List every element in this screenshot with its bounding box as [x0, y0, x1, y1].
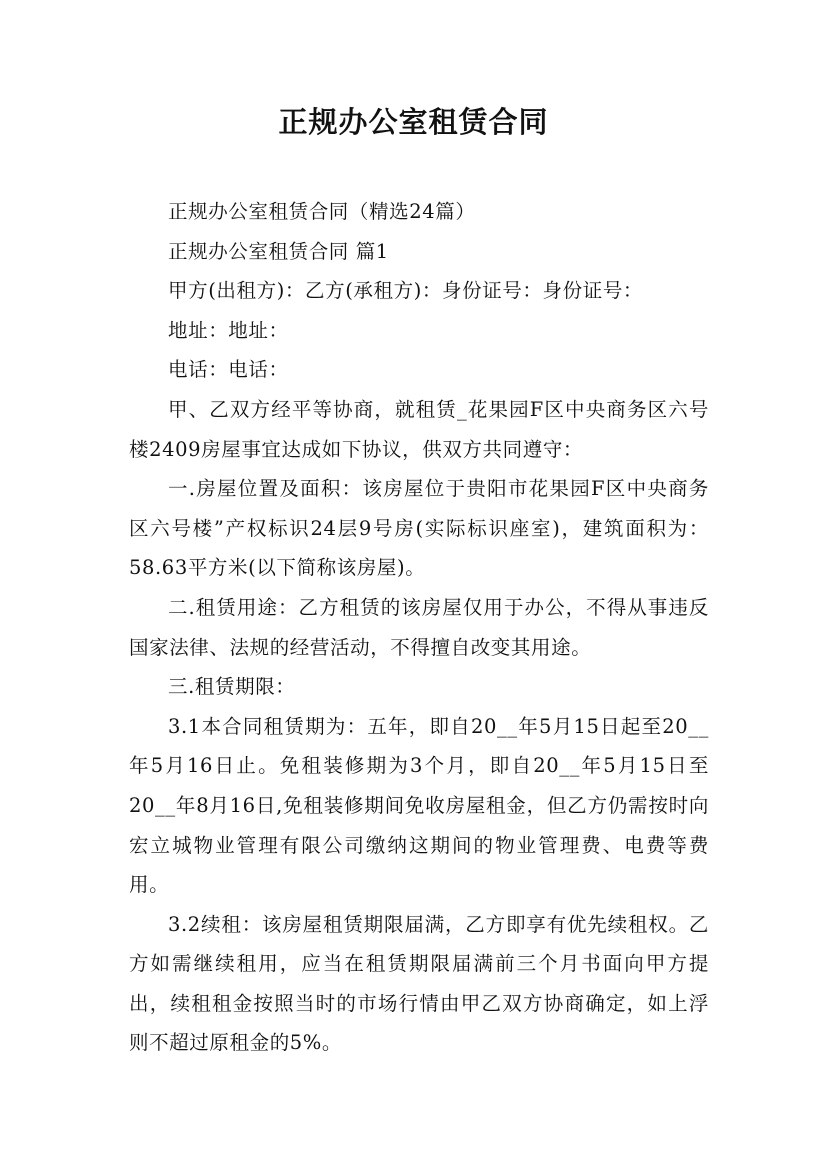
paragraph-section-heading: 正规办公室租赁合同 篇1 [168, 239, 389, 263]
paragraph-subtitle: 正规办公室租赁合同（精选24篇） [168, 200, 476, 223]
paragraph-agreement-intro: 甲、乙双方经平等协商，就租赁_花果园F区中央商务区六号楼2409房屋事宜达成如下协议，供双方共同遵守： [129, 397, 709, 461]
paragraph-parties: 甲方(出租方)：乙方(承租方)：身份证号：身份证号： [168, 279, 644, 303]
paragraph-address: 地址：地址： [168, 318, 289, 342]
document-title: 正规办公室租赁合同 [278, 105, 549, 139]
document-body [129, 192, 709, 1063]
paragraph-clause-3-1-term: 3.1本合同租赁期为：五年，即自20__年5月15日起至20__年5月16日止。免租装修期为3个月，即自20__年5月15日至20__年8月16日,免租装修期间免收房屋租金，但乙方仍需按时向宏立城物业管理有限公司缴纳这期间的物业管理费、电费等费用。 [129, 714, 709, 897]
paragraph-clause-2-usage: 二.租赁用途：乙方租赁的该房屋仅用于办公，不得从事违反国家法律、法规的经营活动，不得擅自改变其用途。 [129, 595, 709, 659]
paragraph-clause-3-term-heading: 三.租赁期限： [168, 675, 296, 699]
paragraph-phone: 电话：电话： [168, 358, 289, 382]
paragraph-clause-3-2-renewal: 3.2续租：该房屋租赁期限届满，乙方即享有优先续租权。乙方如需继续租用，应当在租赁期限届满前三个月书面向甲方提出，续租租金按照当时的市场行情由甲乙双方协商确定，如上浮则不超过原租金的5%。 [129, 912, 709, 1055]
paragraph-clause-1-location: 一.房屋位置及面积：该房屋位于贵阳市花果园F区中央商务区六号楼”产权标识24层9号房(实际标识座室)，建筑面积为：58.63平方米(以下简称该房屋)。 [129, 477, 709, 580]
